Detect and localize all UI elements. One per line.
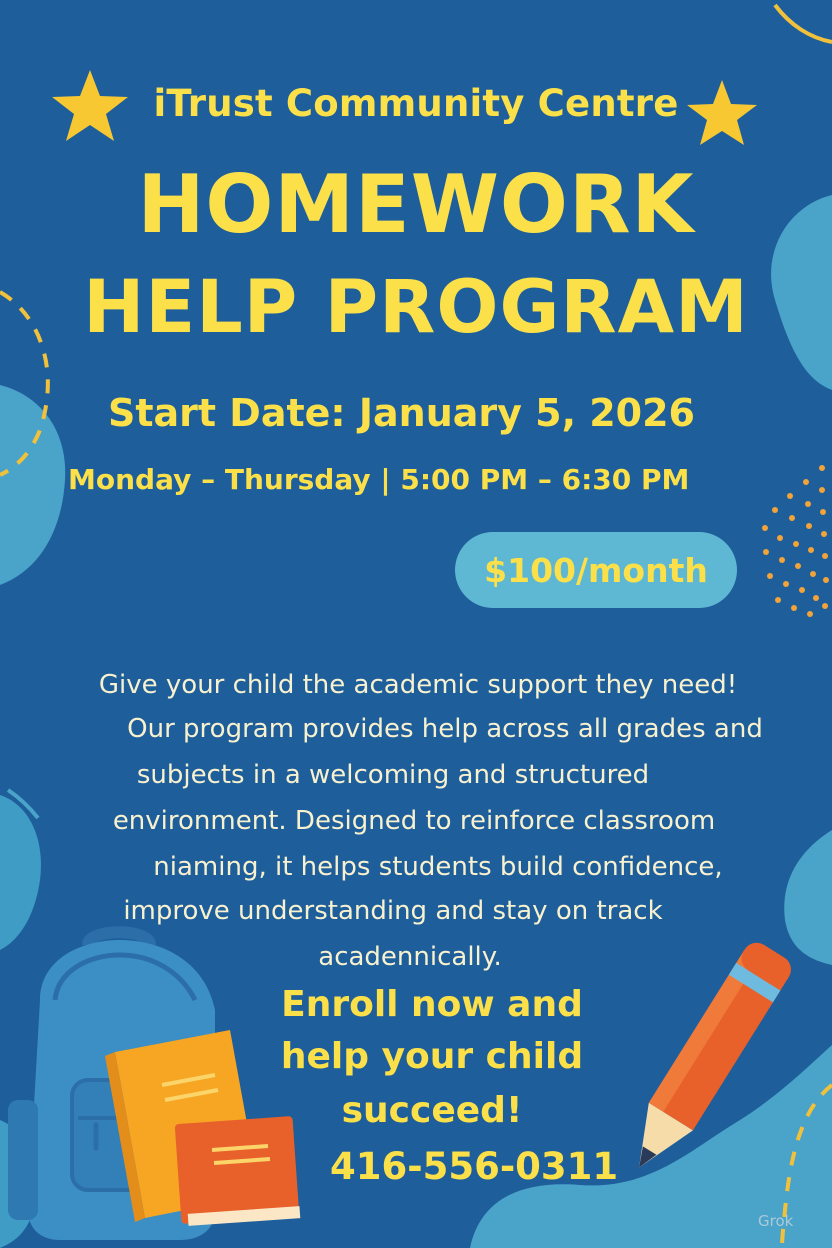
description-line: acadennically.	[318, 942, 502, 972]
watermark: Grok	[758, 1212, 794, 1230]
phone-number-link[interactable]: 416-556-0311	[330, 1145, 619, 1188]
description-line: niaming, it helps students build confidence,	[153, 852, 723, 882]
dot-cluster	[762, 465, 829, 617]
description-line: Give your child the academic support they need!	[98, 670, 738, 700]
description-line: Our program provides help across all grades and	[127, 714, 763, 744]
top-right-arc	[775, 5, 832, 42]
description-line: subjects in a welcoming and structured	[136, 760, 650, 790]
description-line: improve understanding and stay on track	[123, 896, 663, 926]
organizer-name: iTrust Community Centre	[153, 82, 679, 125]
call-to-action-line: succeed!	[341, 1090, 523, 1131]
call-to-action-line: help your child	[280, 1036, 584, 1077]
schedule: Monday – Thursday | 5:00 PM – 6:30 PM	[68, 463, 690, 496]
price-label: $100/month	[484, 550, 708, 590]
description-line: environment. Designed to reinforce classroom	[112, 806, 716, 836]
price-badge	[455, 532, 737, 608]
page-title-line-2: HELP PROGRAM	[83, 265, 749, 350]
page-title-line-1: HOMEWORK	[137, 158, 695, 251]
left-blob-mid	[0, 385, 65, 585]
start-date: Start Date: January 5, 2026	[108, 391, 695, 435]
call-to-action-line: Enroll now and	[281, 984, 583, 1025]
